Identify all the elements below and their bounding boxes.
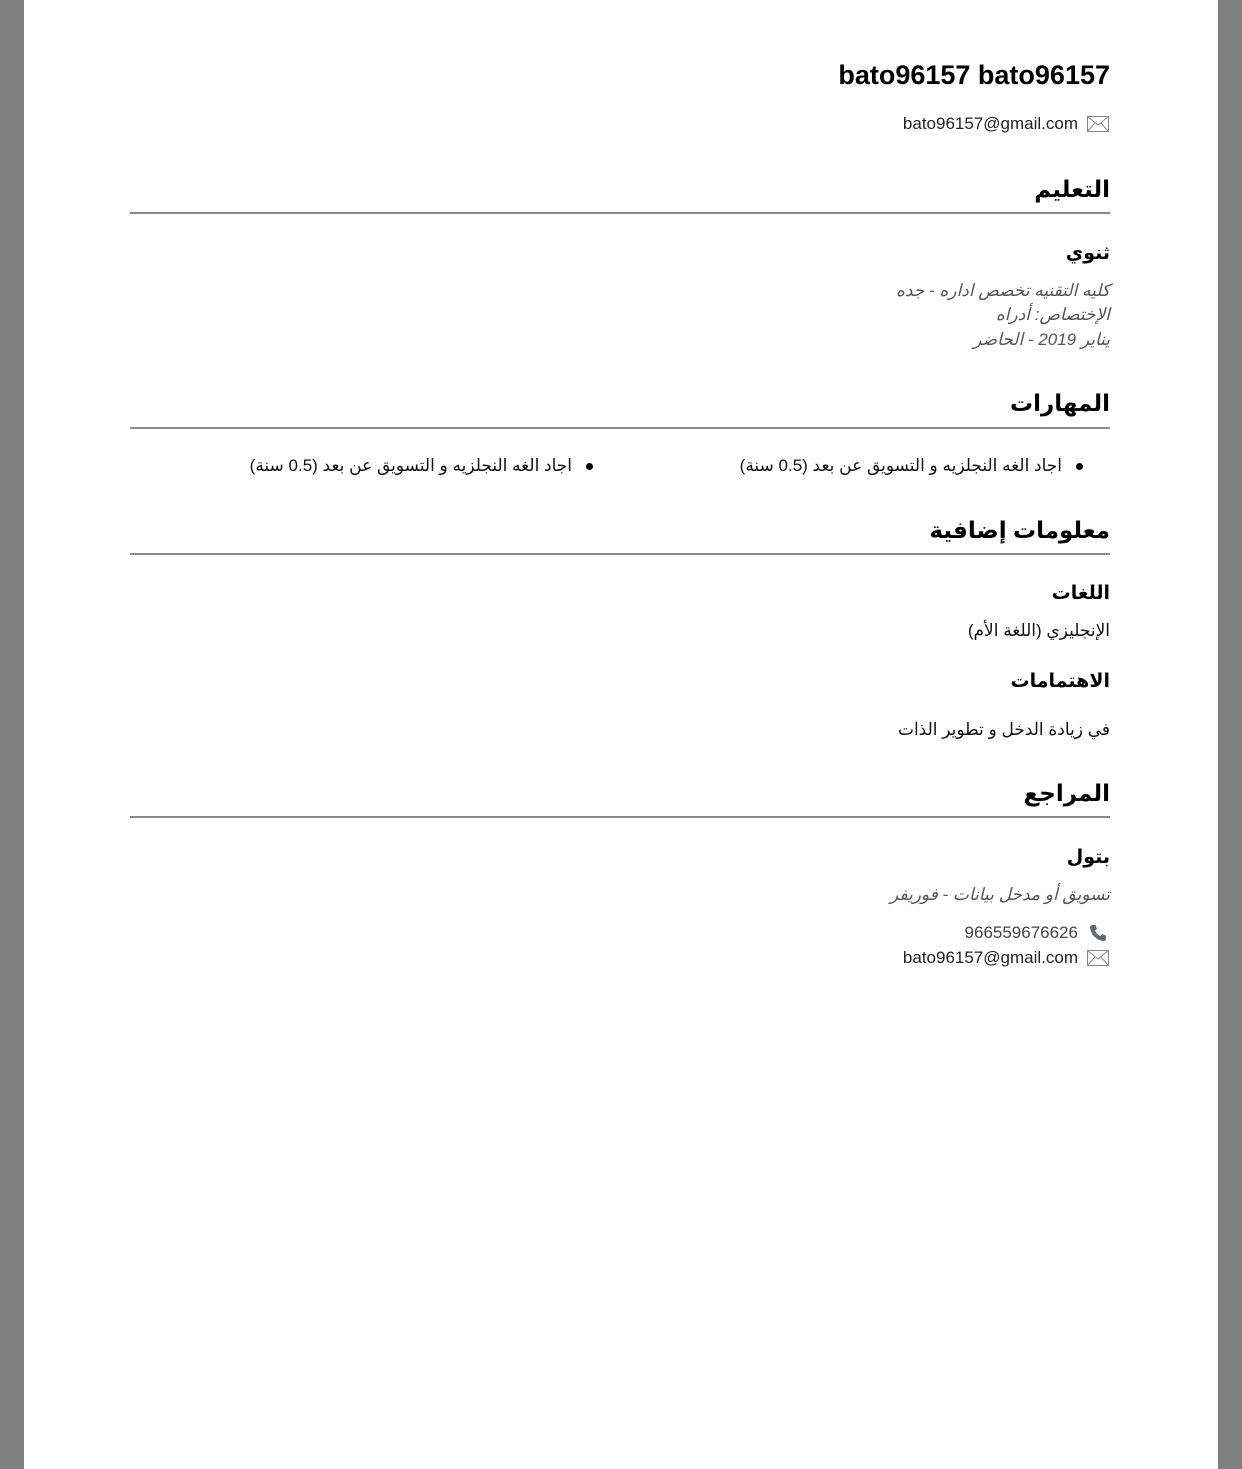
additional-title: معلومات إضافية [929,517,1110,543]
skill-text: اجاد الغه النجلزيه و التسويق عن بعد (0.5 سنة) [739,456,1062,475]
header-email[interactable]: bato96157@gmail.com [902,114,1078,133]
phone-icon [1086,924,1110,942]
resume-content [130,0,1110,1469]
skill-item [250,456,593,476]
bullet-icon [586,463,593,470]
reference-email[interactable]: bato96157@gmail.com [902,948,1078,967]
references-title: المراجع [1023,780,1110,806]
references-divider [130,816,1110,818]
education-dates: يناير 2019 - الحاضر [973,330,1110,349]
reference-phone-line [965,923,1110,943]
skill-text: اجاد الغه النجلزيه و التسويق عن بعد (0.5 سنة) [249,456,572,475]
education-institution: كليه التقنيه تخصص اداره - جده [896,281,1110,300]
resume-page [24,0,1218,1469]
candidate-name: bato96157 bato96157 [838,60,1110,90]
additional-divider [130,553,1110,555]
reference-name: بتول [1066,847,1110,868]
envelope-icon [1086,115,1110,133]
interests-title: الاهتمامات [1010,671,1110,692]
reference-phone[interactable]: 966559676626 [964,923,1078,942]
skills-divider [130,427,1110,429]
languages-title: اللغات [1051,583,1110,604]
education-degree: ثنوي [1065,243,1110,264]
skill-item [740,456,1083,476]
header-email-line [903,114,1110,134]
bullet-icon [1076,463,1083,470]
envelope-icon [1086,949,1110,967]
education-divider [130,212,1110,214]
education-title: التعليم [1034,176,1110,202]
education-major: الإختصاص: أدراه [995,305,1110,324]
skills-title: المهارات [1010,390,1110,416]
languages-value: الإنجليزي (اللغة الأم) [967,621,1110,640]
reference-email-line [903,948,1110,968]
interests-value: في زيادة الدخل و تطوير الذات [897,720,1110,739]
reference-role: تسويق أو مدخل بيانات - فوريفر [890,885,1110,904]
